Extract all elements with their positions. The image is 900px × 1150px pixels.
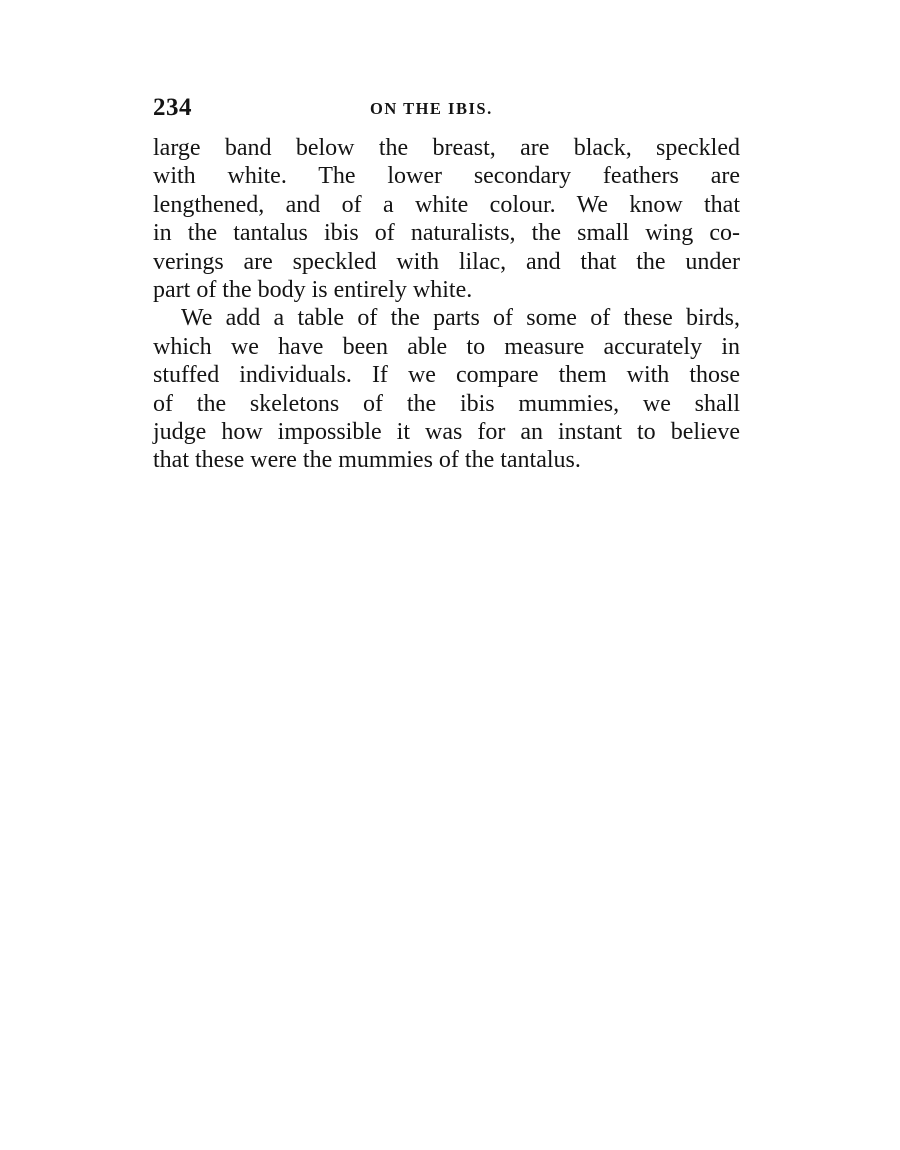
text-line: part of the body is entirely white. bbox=[153, 276, 473, 303]
text-line: large band below the breast, are black, speckled bbox=[153, 135, 740, 161]
page-number: 234 bbox=[153, 94, 192, 121]
text-line: lengthened, and of a white colour. We know that bbox=[153, 191, 740, 218]
text-line: stuffed individuals. If we compare them with those bbox=[153, 362, 740, 389]
text-line: verings are speckled with lilac, and that the under bbox=[153, 248, 740, 275]
running-title: ON THE IBIS. bbox=[370, 99, 493, 118]
page-header bbox=[153, 94, 740, 124]
text-line: judge how impossible it was for an instant to believe bbox=[153, 418, 740, 445]
text-line: with white. The lower secondary feathers are bbox=[153, 163, 740, 190]
text-line: that these were the mummies of the tantalus. bbox=[153, 447, 581, 474]
text-line: in the tantalus ibis of naturalists, the small wing co- bbox=[153, 220, 740, 247]
body-text bbox=[153, 134, 740, 475]
text-line: We add a table of the parts of some of these birds, bbox=[181, 305, 740, 332]
text-line: which we have been able to measure accurately in bbox=[153, 333, 740, 360]
text-line: of the skeletons of the ibis mummies, we shall bbox=[153, 390, 740, 417]
